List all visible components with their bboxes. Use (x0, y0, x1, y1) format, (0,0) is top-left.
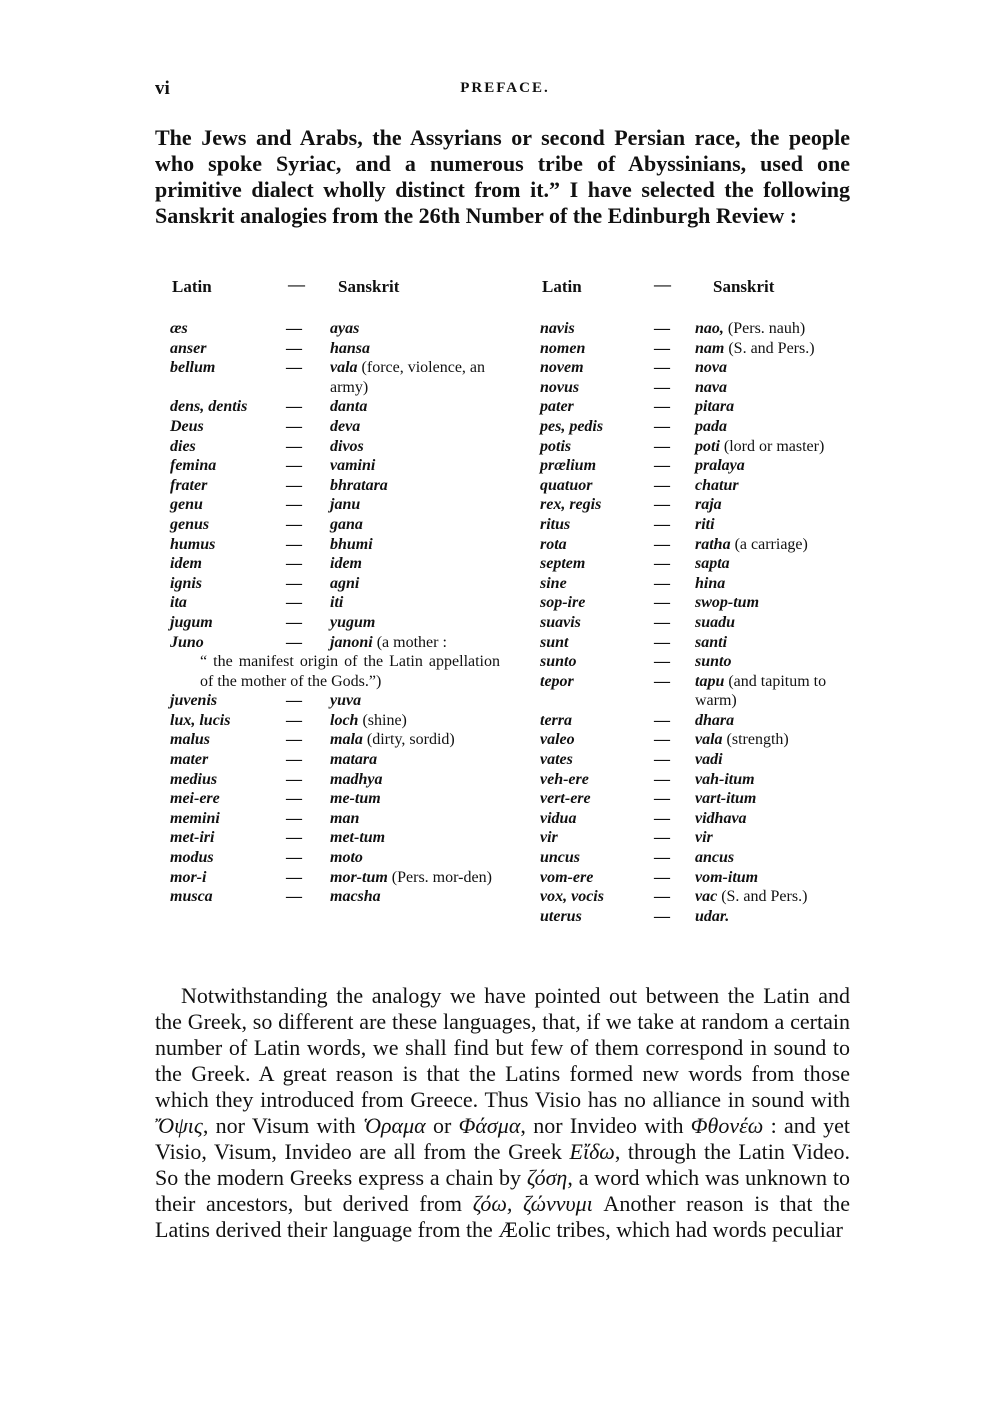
latin-word: suavis (540, 613, 581, 631)
sanskrit-note: (lord or master) (719, 437, 825, 455)
sanskrit-word: sunto (695, 653, 732, 671)
latin-word: vidua (540, 809, 577, 827)
greek-word: ζόση (526, 1165, 568, 1190)
latin-word: sop-ire (540, 594, 586, 612)
dash-separator: — (286, 476, 302, 494)
sanskrit-word: bhumi (330, 535, 373, 553)
dash-separator: — (654, 339, 670, 357)
dash-separator: — (654, 633, 670, 651)
table-row (170, 868, 510, 888)
dash-separator: — (654, 751, 670, 769)
latin-word: memini (170, 809, 220, 827)
table-header (170, 275, 510, 319)
table-row (540, 730, 860, 750)
table-row (170, 593, 510, 613)
header-dash: — (288, 275, 305, 294)
latin-word: rota (540, 535, 567, 553)
sanskrit-word: raja (695, 496, 722, 514)
latin-word: modus (170, 849, 214, 867)
dash-separator: — (654, 320, 670, 337)
table-row (170, 613, 510, 633)
dash-separator: — (286, 829, 302, 847)
latin-word: navis (540, 320, 575, 337)
latin-word: jugum (170, 613, 213, 631)
dash-separator: — (654, 555, 670, 573)
sanskrit-word: loch (shine) (330, 711, 407, 729)
latin-word: æs (170, 320, 188, 337)
latin-word: lux, lucis (170, 711, 231, 729)
dash-separator: — (654, 457, 670, 475)
latin-word: potis (540, 437, 572, 455)
sanskrit-note: (and tapitum to warm) (695, 672, 827, 710)
table-row (170, 535, 510, 555)
dash-separator: — (654, 359, 670, 377)
dash-separator: — (286, 692, 302, 710)
table-row (540, 711, 860, 731)
latin-word: Juno (170, 633, 204, 651)
dash-separator: — (654, 515, 670, 533)
dash-separator: — (286, 613, 302, 631)
sanskrit-note: (Pers. nauh) (723, 320, 806, 337)
dash-separator: — (654, 888, 670, 906)
dash-separator: — (286, 555, 302, 573)
latin-word: met-iri (170, 829, 215, 847)
dash-separator: — (654, 849, 670, 867)
dash-separator: — (654, 613, 670, 631)
table-row (540, 652, 860, 672)
sanskrit-note: (force, violence, an army) (330, 359, 486, 396)
greek-word: Φάσμα (458, 1113, 521, 1138)
dash-separator: — (654, 770, 670, 788)
table-row (170, 574, 510, 594)
sanskrit-word: vom-itum (695, 868, 759, 886)
latin-word: juvenis (170, 692, 218, 710)
dash-separator: — (286, 574, 302, 592)
paragraph-text: or (425, 1113, 459, 1138)
latin-word: nomen (540, 339, 586, 357)
latin-word: septem (540, 555, 586, 573)
sanskrit-word: nava (695, 378, 727, 396)
dash-separator: — (286, 809, 302, 827)
latin-word: dens, dentis (170, 398, 248, 416)
dash-separator: — (286, 711, 302, 729)
table-rows (540, 319, 860, 926)
table-row (540, 339, 860, 359)
sanskrit-word: agni (330, 574, 360, 592)
sanskrit-word: met-tum (330, 829, 386, 847)
latin-word: pes, pedis (540, 417, 604, 435)
sanskrit-word: pada (695, 417, 727, 435)
table-row (540, 907, 860, 927)
dash-separator: — (286, 535, 302, 553)
greek-word: Φθονέω (690, 1113, 764, 1138)
latin-word: genu (170, 496, 203, 514)
sanskrit-word: chatur (695, 476, 739, 494)
paragraph-text: Another reason is that the Latins derived their language from the Æolic tribes, which had words peculiar (155, 1191, 851, 1242)
table-row (170, 515, 510, 535)
table-row (540, 378, 860, 398)
sanskrit-word: vala (force, violence, an army) (330, 359, 486, 396)
table-row (540, 789, 860, 809)
table-row (540, 495, 860, 515)
sanskrit-word: vir (695, 829, 713, 847)
body-paragraph (155, 983, 850, 1243)
sanskrit-word: me-tum (330, 790, 381, 808)
sanskrit-word: ratha (a carriage) (695, 535, 808, 553)
sanskrit-word: swop-tum (695, 594, 760, 612)
sanskrit-word: dhara (695, 711, 735, 729)
header-dash: — (654, 275, 671, 294)
latin-word: quatuor (540, 476, 593, 494)
dash-separator: — (286, 751, 302, 769)
table-row (170, 319, 510, 339)
sanskrit-word: vala (strength) (695, 731, 789, 749)
table-row (170, 691, 510, 711)
dash-separator: — (654, 907, 670, 925)
latin-word: sine (540, 574, 567, 592)
latin-word: prælium (540, 457, 597, 475)
sanskrit-word: iti (330, 594, 344, 612)
sanskrit-word: yuva (330, 692, 362, 710)
latin-word: ita (170, 594, 187, 612)
latin-word: sunt (540, 633, 569, 651)
dash-separator: — (654, 476, 670, 494)
table-row (170, 828, 510, 848)
table-row (170, 750, 510, 770)
sanskrit-word: moto (330, 849, 363, 867)
dash-separator: — (286, 320, 302, 337)
latin-word: valeo (540, 731, 575, 749)
paragraph-text: Notwithstanding the analogy we have pointed out between the Latin and the Greek, so different are these languages, that, if we take at random a certain number of Latin words, we shall find but few of them correspond in sound to the Greek. A great reason is that the Latins formed new words from those which they introduced from Greece. Thus Visio has no alliance in sound with (155, 983, 850, 1112)
note-continuation: “ the manifest origin of the Latin appellation of the mother of the Gods.”) (200, 653, 500, 690)
latin-word: uterus (540, 907, 582, 925)
sanskrit-word: gana (330, 515, 363, 533)
latin-word: idem (170, 555, 202, 573)
dash-separator: — (286, 888, 302, 906)
dash-separator: — (654, 829, 670, 847)
sanskrit-word: sapta (695, 555, 730, 573)
dash-separator: — (654, 398, 670, 416)
table-row (540, 397, 860, 417)
dash-separator: — (654, 535, 670, 553)
sanskrit-word: danta (330, 398, 368, 416)
latin-word: humus (170, 535, 216, 553)
table-row (540, 319, 860, 339)
sanskrit-word: vah-itum (695, 770, 755, 788)
sanskrit-note: (S. and Pers.) (724, 339, 815, 357)
latin-word: Deus (170, 417, 204, 435)
sanskrit-word: divos (330, 437, 364, 455)
dash-separator: — (286, 594, 302, 612)
latin-word: vert-ere (540, 790, 591, 808)
sanskrit-word: macsha (330, 888, 381, 906)
intro-paragraph: The Jews and Arabs, the Assyrians or second Persian race, the people who spoke Syriac, and a numerous tribe of Abyssinians, used one primitive dialect wholly distinct from it.” I have selected the following Sanskrit analogies from the 26th Number of the Edinburgh Review : (155, 125, 850, 228)
dash-separator: — (286, 457, 302, 475)
sanskrit-word: vadi (695, 751, 723, 769)
table-header (540, 275, 860, 319)
sanskrit-word: vidhava (695, 809, 747, 827)
table-row (170, 456, 510, 476)
sanskrit-word: man (330, 809, 360, 827)
latin-word: mor-i (170, 868, 207, 886)
table-row (540, 613, 860, 633)
latin-word: malus (170, 731, 211, 749)
paragraph-text: , nor Visum with (202, 1113, 363, 1138)
dash-separator: — (654, 868, 670, 886)
sanskrit-word: nova (695, 359, 727, 377)
dash-separator: — (654, 378, 670, 396)
table-row (540, 593, 860, 613)
table-row (540, 848, 860, 868)
sanskrit-word: suadu (695, 613, 736, 631)
sanskrit-word: matara (330, 751, 378, 769)
dash-separator: — (654, 496, 670, 514)
table-row (540, 672, 860, 711)
sanskrit-word: nam (S. and Pers.) (695, 339, 815, 357)
sanskrit-word: janu (330, 496, 361, 514)
latin-word: vir (540, 829, 558, 847)
dash-separator: — (286, 417, 302, 435)
header-latin: Latin (542, 277, 582, 296)
dash-separator: — (654, 809, 670, 827)
table-row (170, 397, 510, 417)
latin-word: anser (170, 339, 207, 357)
paragraph-text: , a word which was unknown to their ancestors, but derived from (155, 1165, 850, 1216)
paragraph-text: , nor Invideo with (520, 1113, 691, 1138)
latin-word: vom-ere (540, 868, 594, 886)
dash-separator: — (286, 633, 302, 651)
table-row (540, 437, 860, 457)
dash-separator: — (654, 574, 670, 592)
latin-word: pater (540, 398, 574, 416)
table-row (170, 476, 510, 496)
latin-word: terra (540, 711, 572, 729)
table-row (170, 339, 510, 359)
sanskrit-word: hansa (330, 339, 371, 357)
table-row (540, 750, 860, 770)
table-row (540, 887, 860, 907)
sanskrit-word: deva (330, 417, 361, 435)
latin-word: tepor (540, 672, 574, 690)
table-row (540, 476, 860, 496)
dash-separator: — (286, 437, 302, 455)
dash-separator: — (286, 790, 302, 808)
table-row (170, 770, 510, 790)
sanskrit-word: idem (330, 555, 362, 573)
sanskrit-word: pralaya (695, 457, 745, 475)
sanskrit-word: vamini (330, 457, 376, 475)
sanskrit-word: yugum (330, 613, 376, 631)
sanskrit-note: (strength) (722, 731, 789, 749)
latin-word: sunto (540, 653, 577, 671)
dash-separator: — (654, 653, 670, 671)
sanskrit-word: ancus (695, 849, 735, 867)
sanskrit-word: madhya (330, 770, 383, 788)
body-paragraph-text (155, 983, 850, 1243)
latin-word: veh-ere (540, 770, 589, 788)
sanskrit-word: poti (lord or master) (695, 437, 825, 455)
paragraph-text: , through the Latin Video. So the modern Greeks express a chain by (155, 1139, 850, 1190)
dash-separator: — (654, 672, 670, 690)
latin-word: mei-ere (170, 790, 220, 808)
latin-word: uncus (540, 849, 581, 867)
dash-separator: — (654, 731, 670, 749)
dash-separator: — (286, 731, 302, 749)
dash-separator: — (286, 849, 302, 867)
header-latin: Latin (172, 277, 212, 296)
sanskrit-word: janoni (a mother : (330, 633, 447, 651)
sanskrit-word: riti (695, 515, 715, 533)
table-row (540, 417, 860, 437)
dash-separator: — (286, 398, 302, 416)
table-row (170, 809, 510, 829)
dash-separator: — (654, 437, 670, 455)
table-row (170, 730, 510, 750)
table-row (170, 887, 510, 907)
sanskrit-word: mala (dirty, sordid) (330, 731, 455, 749)
header-sanskrit: Sanskrit (713, 277, 775, 296)
sanskrit-word: ayas (330, 320, 360, 337)
latin-word: vates (540, 751, 573, 769)
sanskrit-note: (dirty, sordid) (362, 731, 455, 749)
latin-word: rex, regis (540, 496, 602, 514)
table-row (170, 554, 510, 574)
latin-word: femina (170, 457, 217, 475)
sanskrit-note: (a mother : (372, 633, 447, 651)
table-row (170, 789, 510, 809)
header-sanskrit: Sanskrit (338, 277, 400, 296)
page-number: vi (155, 78, 170, 99)
sanskrit-word: udar. (695, 907, 730, 925)
table-row (170, 848, 510, 868)
dash-separator: — (654, 417, 670, 435)
dash-separator: — (286, 359, 302, 377)
latin-word: musca (170, 888, 213, 906)
table-column-right (540, 275, 860, 926)
dash-separator: — (286, 515, 302, 533)
dash-separator: — (286, 496, 302, 514)
sanskrit-note: (Pers. mor-den) (387, 868, 492, 886)
table-row (540, 358, 860, 378)
table-row (170, 495, 510, 515)
table-row (170, 358, 510, 397)
greek-word: Ὄψις (155, 1113, 203, 1138)
greek-word: ζόω, ζώννυμι (472, 1191, 593, 1216)
table-row (540, 554, 860, 574)
table-row (170, 711, 510, 731)
dash-separator: — (654, 711, 670, 729)
dash-separator: — (286, 339, 302, 357)
running-title: PREFACE. (460, 80, 550, 96)
paragraph-text: : and yet Visio, Visum, Invideo are all from the Greek (155, 1113, 850, 1164)
table-row (540, 770, 860, 790)
dash-separator: — (654, 594, 670, 612)
table-column-left (170, 275, 510, 907)
latin-word: frater (170, 476, 208, 494)
table-row (540, 633, 860, 653)
latin-word: mater (170, 751, 209, 769)
table-row (540, 574, 860, 594)
sanskrit-word: bhratara (330, 476, 388, 494)
latin-word: medius (170, 770, 218, 788)
table-rows (170, 319, 510, 907)
sanskrit-word: tapu (and tapitum to warm) (695, 672, 827, 710)
sanskrit-note: (S. and Pers.) (717, 888, 808, 906)
latin-word: bellum (170, 359, 216, 377)
latin-word: dies (170, 437, 196, 455)
sanskrit-word: nao, (Pers. nauh) (695, 320, 806, 337)
table-row (540, 809, 860, 829)
dash-separator: — (286, 868, 302, 886)
table-row (540, 456, 860, 476)
table-row (540, 515, 860, 535)
greek-word: Εἴδω (569, 1139, 615, 1164)
sanskrit-word: santi (695, 633, 728, 651)
sanskrit-word: vac (S. and Pers.) (695, 888, 808, 906)
latin-word: vox, vocis (540, 888, 604, 906)
latin-word: ignis (170, 574, 203, 592)
sanskrit-note: (shine) (358, 711, 407, 729)
table-row (170, 437, 510, 457)
table-row (540, 535, 860, 555)
sanskrit-word: hina (695, 574, 726, 592)
latin-word: novus (540, 378, 580, 396)
sanskrit-word: vart-itum (695, 790, 757, 808)
sanskrit-word: pitara (695, 398, 735, 416)
sanskrit-word: mor-tum (Pers. mor-den) (330, 868, 492, 886)
table-row (170, 633, 510, 692)
table-row (540, 828, 860, 848)
greek-word: Ὁραμα (362, 1113, 426, 1138)
table-row (170, 417, 510, 437)
latin-word: genus (170, 515, 210, 533)
latin-word: ritus (540, 515, 571, 533)
dash-separator: — (654, 790, 670, 808)
table-row (540, 868, 860, 888)
page-header (155, 78, 855, 102)
sanskrit-note: (a carriage) (730, 535, 808, 553)
dash-separator: — (286, 770, 302, 788)
latin-word: novem (540, 359, 584, 377)
